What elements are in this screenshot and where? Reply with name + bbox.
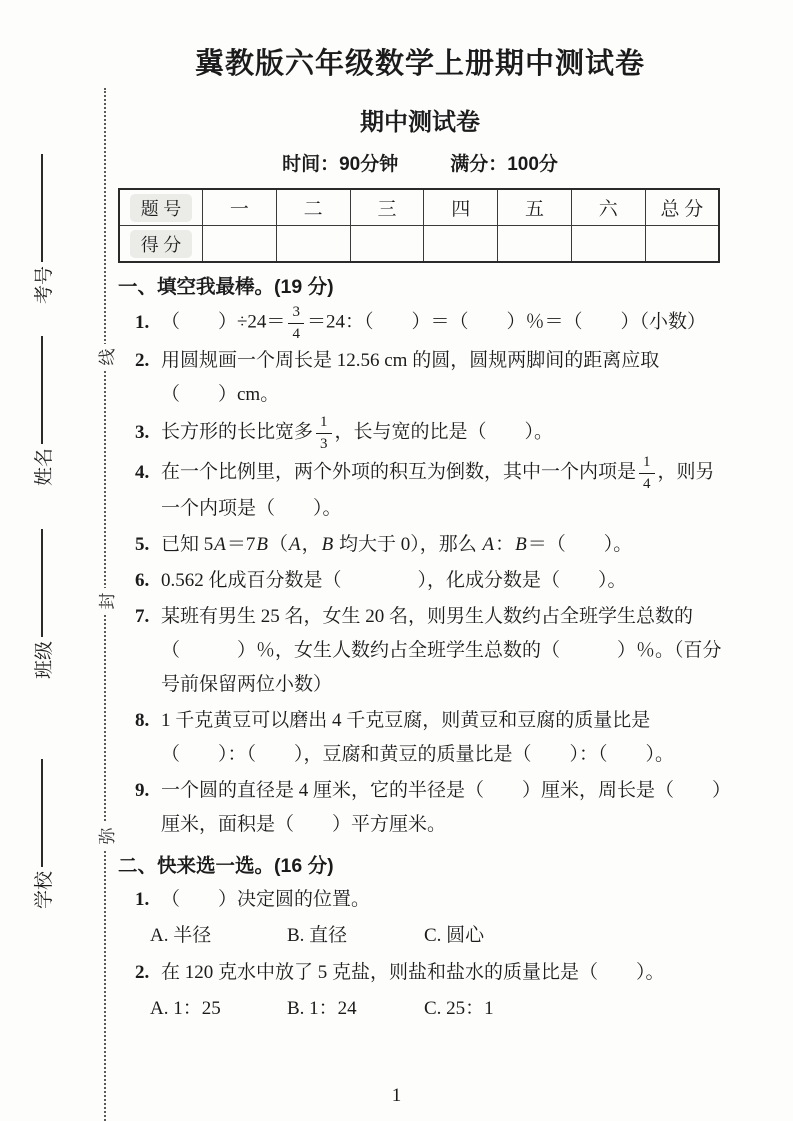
field-school xyxy=(30,759,54,909)
score-table-score-cell xyxy=(119,226,203,263)
field-class xyxy=(30,529,54,679)
question xyxy=(118,704,722,772)
option: B. 1：24 xyxy=(287,998,357,1020)
text-run: ，则另一个内项是（ ）。 xyxy=(161,461,715,520)
fraction-numerator: 1 xyxy=(639,454,655,474)
text-run: 已知 5 xyxy=(161,534,214,556)
question-number: 7. xyxy=(135,606,150,628)
question-text xyxy=(161,956,722,990)
score-col-header: 五 xyxy=(498,189,572,226)
exam-time: 时间：90分钟 xyxy=(282,154,399,176)
question-number: 8. xyxy=(135,710,150,732)
score-cell-empty xyxy=(350,226,424,263)
sections xyxy=(118,271,722,1026)
field-school-label: 学校 xyxy=(33,870,55,909)
question-text xyxy=(161,564,722,598)
section xyxy=(118,271,722,842)
score-col-header: 六 xyxy=(571,189,645,226)
question-text xyxy=(161,528,722,562)
question xyxy=(118,454,722,526)
field-name-label: 姓名 xyxy=(33,447,55,486)
score-table xyxy=(118,188,720,263)
page-title: 冀教版六年级数学上册期中测试卷 xyxy=(194,48,645,80)
section-heading: 一、填空我最棒。(19 分) xyxy=(118,276,334,299)
text-run: 用圆规画一个周长是 12.56 cm 的圆，圆规两脚间的距离应取（ ）cm。 xyxy=(161,350,660,406)
math-variable: A xyxy=(214,534,226,556)
options-row xyxy=(118,992,722,1026)
paper-subtitle: 期中测试卷 xyxy=(360,109,480,137)
fraction xyxy=(288,304,304,342)
question xyxy=(118,774,722,842)
fraction-denominator: 4 xyxy=(643,475,651,492)
score-col-header: 三 xyxy=(350,189,424,226)
text-run: （ ）÷24＝ xyxy=(161,311,286,333)
text-run: ，长与宽的比是（ ）。 xyxy=(334,421,554,443)
question xyxy=(118,414,722,452)
fraction-numerator: 1 xyxy=(316,414,332,434)
seal-char-feng: 封 xyxy=(92,588,118,614)
score-cell-empty xyxy=(424,226,498,263)
math-variable: A xyxy=(482,534,495,556)
question-text xyxy=(161,344,722,412)
text-run: 均大于 0），那么 xyxy=(334,534,482,556)
text-run: 1 千克黄豆可以磨出 4 千克豆腐，则黄豆和豆腐的质量比是（ ）：（ ），豆腐和黄豆的质量比是（ ）：（ ）。 xyxy=(161,710,675,766)
main-content xyxy=(118,0,722,1029)
fraction-denominator: 3 xyxy=(320,435,328,452)
score-cell-empty xyxy=(498,226,572,263)
question-number: 2. xyxy=(135,350,150,372)
text-run: ＝（ ）。 xyxy=(527,534,633,556)
question-number: 1. xyxy=(135,311,150,333)
exam-full-score: 满分：100分 xyxy=(450,154,558,176)
page-number: 1 xyxy=(391,1085,402,1106)
score-col-header: 总 分 xyxy=(645,189,719,226)
text-run: ＝7 xyxy=(226,534,256,556)
question-text xyxy=(161,600,722,702)
seal-char-xian: 线 xyxy=(92,344,118,370)
question-number-label: 题 号 xyxy=(130,194,193,222)
blank-line xyxy=(41,529,43,637)
question-number: 5. xyxy=(135,534,150,556)
question xyxy=(118,956,722,990)
question-number: 4. xyxy=(135,461,150,483)
options-row xyxy=(118,919,722,953)
score-col-header: 一 xyxy=(203,189,277,226)
option: A. 1：25 xyxy=(150,998,221,1020)
score-table-header-cell xyxy=(119,189,203,226)
score-cell-empty xyxy=(276,226,350,263)
field-class-label: 班级 xyxy=(33,640,55,679)
option: A. 半径 xyxy=(150,925,212,947)
text-run: （ xyxy=(269,534,289,556)
fraction-denominator: 4 xyxy=(292,325,300,342)
math-variable: B xyxy=(515,534,527,556)
question xyxy=(118,883,722,917)
question-number: 9. xyxy=(135,780,150,802)
text-run: 在一个比例里，两个外项的积互为倒数，其中一个内项是 xyxy=(161,461,637,483)
question xyxy=(118,564,722,598)
blank-line xyxy=(41,154,43,262)
score-cell-empty xyxy=(571,226,645,263)
fraction xyxy=(639,454,655,492)
text-run: 某班有男生 25 名，女生 20 名，则男生人数约占全班学生总数的（ ）％，女生人数约占全班学生总数的（ ）％。（百分号前保留两位小数） xyxy=(161,606,722,696)
question-number: 3. xyxy=(135,421,150,443)
field-exam-number xyxy=(30,154,54,304)
question-number: 6. xyxy=(135,570,150,592)
option: C. 25：1 xyxy=(424,998,494,1020)
question-text xyxy=(161,414,722,452)
question-number: 2. xyxy=(135,962,150,984)
text-run: ＝24：（ ）＝（ ）％＝（ ）（小数） xyxy=(306,311,706,333)
question-text xyxy=(161,454,722,526)
text-run: （ ）决定圆的位置。 xyxy=(161,889,371,911)
question xyxy=(118,528,722,562)
text-run: ： xyxy=(495,534,515,556)
score-label: 得 分 xyxy=(130,230,193,258)
text-run: 0.562 化成百分数是（ ），化成分数是（ ）。 xyxy=(161,570,627,592)
question-text xyxy=(161,883,722,917)
blank-line xyxy=(41,336,43,444)
field-name xyxy=(30,336,54,486)
option: C. 圆心 xyxy=(424,925,485,947)
score-cell-empty xyxy=(203,226,277,263)
score-col-header: 四 xyxy=(424,189,498,226)
section-heading: 二、快来选一选。(16 分) xyxy=(118,855,334,878)
exam-meta xyxy=(118,149,722,176)
math-variable: A xyxy=(289,534,301,556)
question xyxy=(118,344,722,412)
score-cell-empty xyxy=(645,226,719,263)
question xyxy=(118,304,722,342)
question-text xyxy=(161,774,722,842)
fraction-numerator: 3 xyxy=(288,304,304,324)
question-number: 1. xyxy=(135,889,150,911)
text-run: 一个圆的直径是 4 厘米，它的半径是（ ）厘米，周长是（ ）厘米，面积是（ ）平方厘米。 xyxy=(161,780,722,836)
question-text xyxy=(161,704,722,772)
field-exam-number-label: 考号 xyxy=(33,265,55,304)
section xyxy=(118,850,722,1026)
seal-char-mi: 弥 xyxy=(92,823,118,849)
text-run: 长方形的长比宽多 xyxy=(161,421,314,443)
option: B. 直径 xyxy=(287,925,348,947)
text-run: ， xyxy=(301,534,321,556)
score-col-header: 二 xyxy=(276,189,350,226)
math-variable: B xyxy=(321,534,334,556)
fraction xyxy=(316,414,332,452)
text-run: 在 120 克水中放了 5 克盐，则盐和盐水的质量比是（ ）。 xyxy=(161,962,665,984)
score-table-header-row xyxy=(119,189,719,226)
blank-line xyxy=(41,759,43,867)
math-variable: B xyxy=(256,534,268,556)
question-text xyxy=(161,304,722,342)
question xyxy=(118,600,722,702)
score-table-score-row xyxy=(119,226,719,263)
